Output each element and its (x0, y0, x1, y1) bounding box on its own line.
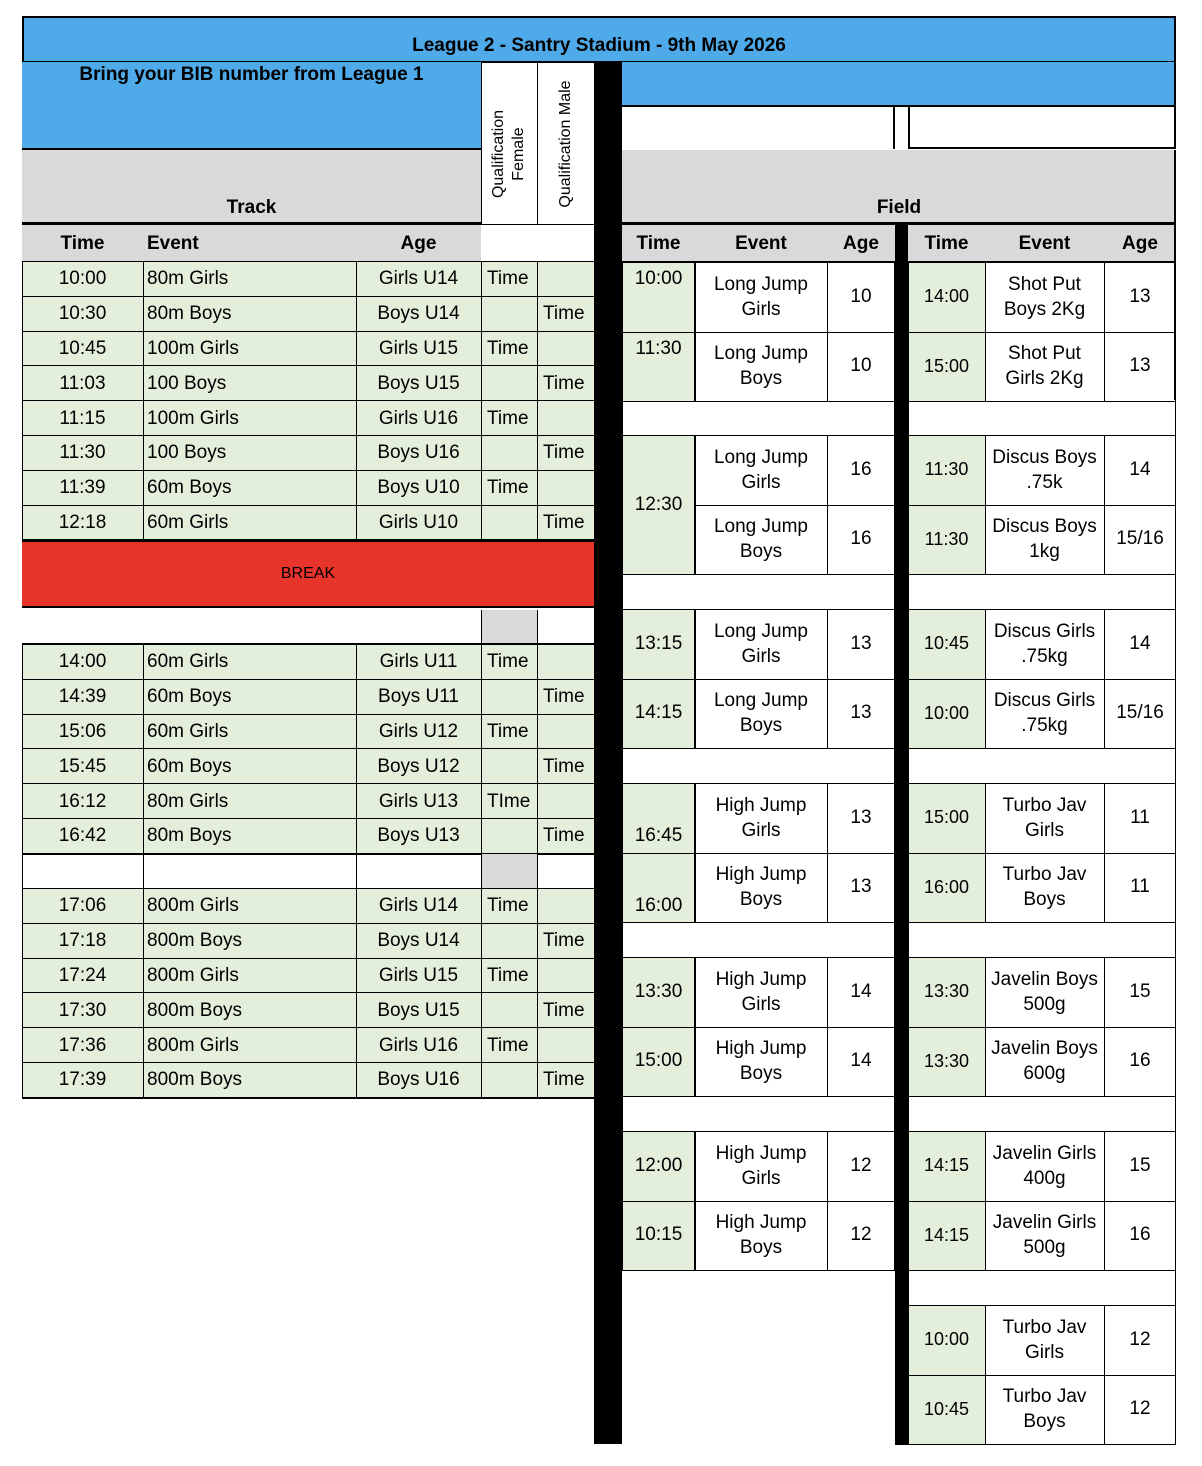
track-time: 11:15 (59, 407, 106, 429)
field-time: 14:15 (923, 1224, 970, 1245)
event-line: 500g (1023, 1237, 1066, 1259)
event-line: .75k (1026, 471, 1063, 493)
track-qual-male: Time (543, 372, 585, 394)
event-line: Turbo Jav (1002, 794, 1087, 816)
qual-male-label: Qualification Male (557, 80, 574, 208)
event-line: Long Jump (713, 690, 808, 712)
track-age: Boys U14 (377, 303, 460, 325)
track-time: 15:06 (58, 720, 107, 742)
field-time: 14:15 (923, 1155, 970, 1176)
track-age: Girls U13 (378, 790, 459, 812)
track-qual-male (537, 1028, 594, 1063)
track-age: Girls U12 (378, 720, 459, 742)
field-age: 16 (1129, 1224, 1151, 1246)
track-qual-male (537, 889, 594, 924)
field-time: 12:00 (634, 1154, 683, 1176)
field-age: 15/16 (1116, 702, 1164, 724)
track-qual-female (481, 297, 537, 332)
field-time: 10:15 (634, 1224, 683, 1246)
event-line: Boys (739, 541, 783, 563)
field-divider (895, 225, 908, 1445)
field-blue-bar (622, 62, 1176, 107)
track-time: 17:24 (58, 964, 107, 986)
track-event: 80m Boys (147, 825, 232, 847)
track-time: 17:06 (58, 895, 107, 917)
track-event: 60m Girls (147, 720, 229, 742)
field-time: 15:00 (634, 1050, 683, 1072)
event-line: Long Jump (713, 516, 808, 538)
track-event: 60m Boys (147, 755, 232, 777)
track-age: Boys U11 (378, 686, 459, 708)
field-col-event-l: Event (735, 233, 787, 254)
track-qual-male: Time (543, 999, 585, 1021)
event-line: Girls (741, 645, 781, 667)
track-qual-female: Time (487, 407, 529, 429)
track-event: 100m Girls (147, 407, 239, 429)
field-age: 12 (1129, 1328, 1151, 1350)
event-line: Turbo Jav (1002, 1386, 1087, 1408)
track-time: 11:03 (59, 372, 106, 394)
track-qual-female (481, 819, 537, 854)
track-event: 80m Girls (147, 790, 229, 812)
track-qual-female: Time (487, 337, 529, 359)
event-line: Turbo Jav (1002, 864, 1087, 886)
field-label: Field (876, 197, 922, 218)
field-time: 10:00 (923, 1329, 970, 1350)
event-line: 600g (1023, 1063, 1066, 1085)
event-line: Javelin Boys (991, 1038, 1098, 1060)
track-event: 80m Boys (147, 303, 232, 325)
track-event: 800m Girls (147, 964, 239, 986)
track-qual-male: Time (543, 930, 585, 952)
track-age: Boys U15 (377, 999, 460, 1021)
event-line: Girls 2Kg (1005, 368, 1084, 390)
track-qual-female (481, 506, 537, 541)
field-age: 13 (1129, 355, 1151, 377)
track-age: Girls U14 (378, 895, 459, 917)
field-time: 11:30 (924, 459, 969, 480)
field-time: 13:15 (634, 632, 683, 654)
track-age: Boys U12 (377, 755, 460, 777)
field-age: 13 (850, 632, 872, 654)
track-qual-female (481, 366, 537, 401)
track-qual-male (537, 784, 594, 819)
track-event: 800m Boys (147, 1069, 243, 1091)
field-white-box-left (622, 107, 895, 149)
field-time: 16:00 (634, 894, 683, 916)
field-time: 15:00 (923, 807, 970, 828)
field-col-event-r: Event (1018, 233, 1071, 254)
event-line: Javelin Boys (991, 968, 1098, 990)
track-event: 800m Boys (147, 930, 243, 952)
field-time: 11:30 (924, 528, 969, 549)
event-line: Girls (741, 819, 781, 841)
track-age: Girls U14 (378, 268, 459, 290)
track-qual-male: Time (543, 303, 585, 325)
track-qual-male: Time (543, 1069, 585, 1091)
track-time: 17:36 (58, 1034, 107, 1056)
field-age: 13 (1129, 285, 1151, 307)
field-age: 13 (850, 806, 872, 828)
event-line: Boys (739, 368, 783, 390)
track-qual-female (481, 1063, 537, 1098)
track-qual-male (537, 715, 594, 750)
event-line: Boys (739, 1063, 783, 1085)
field-time: 13:30 (923, 981, 970, 1002)
event-line: Boys (739, 715, 783, 737)
track-qual-female (481, 749, 537, 784)
field-time: 11:30 (635, 337, 682, 359)
field-time: 14:00 (923, 286, 970, 307)
field-col-age-l: Age (843, 233, 879, 254)
event-line: Boys (739, 1237, 783, 1259)
field-age: 15 (1129, 980, 1151, 1002)
track-label: Track (226, 197, 277, 218)
track-time: 14:39 (58, 686, 107, 708)
track-qual-male: Time (543, 511, 585, 533)
track-age: Girls U16 (378, 1034, 459, 1056)
track-event: 100 Boys (147, 442, 227, 464)
event-line: Shot Put (1008, 273, 1081, 295)
field-time: 10:00 (634, 268, 683, 289)
field-time: 16:45 (634, 825, 683, 846)
field-time: 10:45 (923, 1398, 970, 1419)
track-age: Boys U16 (377, 442, 460, 464)
event-line: 1kg (1029, 541, 1060, 563)
field-time: 13:30 (923, 1050, 970, 1071)
track-qual-male: Time (543, 755, 585, 777)
event-line: Girls (741, 993, 781, 1015)
track-age: Boys U13 (377, 825, 460, 847)
field-white-box-right (908, 107, 1176, 149)
field-age: 16 (850, 458, 872, 480)
event-line: Boys (1023, 1411, 1066, 1433)
track-col-age: Age (400, 233, 437, 254)
track-time: 14:00 (58, 651, 107, 673)
event-line: Discus Boys (992, 446, 1097, 468)
field-col-time-r: Time (924, 233, 969, 254)
track-time: 11:30 (59, 442, 106, 464)
event-line: Discus Girls (993, 620, 1096, 642)
track-time: 12:18 (58, 511, 107, 533)
event-line: Discus Boys (992, 516, 1097, 538)
track-qual-female: Time (487, 720, 529, 742)
event-line: Girls (1024, 1341, 1065, 1363)
event-line: 500g (1023, 993, 1066, 1015)
field-time: 12:30 (634, 493, 683, 515)
track-qual-male (537, 262, 594, 297)
center-divider (594, 62, 622, 1444)
track-qual-female (481, 993, 537, 1028)
event-line: High Jump (715, 1212, 807, 1234)
track-event: 80m Girls (147, 268, 229, 290)
track-event: 800m Girls (147, 895, 239, 917)
track-qual-male: Time (543, 442, 585, 464)
track-qual-female (481, 436, 537, 471)
track-time: 10:30 (58, 303, 107, 325)
field-time: 16:00 (923, 876, 970, 897)
track-time: 17:30 (58, 999, 107, 1021)
event-line: Long Jump (713, 620, 808, 642)
field-time: 10:00 (923, 702, 970, 723)
track-qual-male: Time (543, 686, 585, 708)
track-col-time: Time (60, 233, 105, 254)
track-qual-male (537, 332, 594, 367)
field-age: 15 (1129, 1154, 1151, 1176)
track-event: 800m Girls (147, 1034, 239, 1056)
track-time: 16:42 (58, 825, 107, 847)
field-age: 10 (850, 285, 872, 307)
event-line: Long Jump (713, 343, 808, 365)
track-time: 17:18 (58, 930, 107, 952)
track-age: Girls U10 (378, 511, 459, 533)
field-time: 13:30 (634, 980, 683, 1002)
track-age: Girls U16 (378, 407, 459, 429)
track-age: Boys U14 (377, 930, 460, 952)
track-time: 16:12 (58, 790, 107, 812)
event-line: Shot Put (1008, 343, 1081, 365)
track-time: 17:39 (58, 1069, 107, 1091)
event-line: Girls (741, 1167, 781, 1189)
event-line: Long Jump (713, 273, 808, 295)
event-line: High Jump (715, 1142, 807, 1164)
break-label: BREAK (280, 565, 336, 582)
field-age: 11 (1130, 806, 1150, 828)
track-qual-male: Time (543, 825, 585, 847)
field-age: 12 (850, 1224, 872, 1246)
event-line: High Jump (715, 968, 807, 990)
field-age: 14 (850, 1050, 872, 1072)
track-qual-female: Time (487, 895, 529, 917)
event-line: Girls (741, 298, 781, 320)
field-col-age-r: Age (1122, 233, 1158, 254)
event-line: High Jump (715, 864, 807, 886)
event-line: High Jump (715, 1038, 807, 1060)
field-age: 14 (1129, 632, 1151, 654)
track-qual-female: Time (487, 268, 529, 290)
track-time: 11:39 (59, 477, 106, 499)
event-line: Girls (741, 471, 781, 493)
track-qual-female: Time (487, 964, 529, 986)
track-qual-female: Time (487, 651, 529, 673)
field-age: 13 (850, 876, 872, 898)
field-age: 16 (850, 528, 872, 550)
track-age: Boys U10 (377, 477, 460, 499)
event-line: 400g (1023, 1167, 1066, 1189)
field-time: 14:15 (634, 702, 683, 724)
track-qual-male (537, 645, 594, 680)
track-col-event: Event (147, 233, 199, 254)
field-age: 16 (1129, 1050, 1151, 1072)
field-time: 10:45 (923, 633, 970, 654)
track-event: 60m Boys (147, 686, 232, 708)
track-event: 60m Boys (147, 477, 232, 499)
track-time: 10:00 (58, 268, 107, 290)
event-line: Javelin Girls (992, 1142, 1097, 1164)
field-col-time-l: Time (636, 233, 681, 254)
track-qual-male (537, 959, 594, 994)
field-age: 10 (850, 355, 872, 377)
track-event: 60m Girls (147, 511, 229, 533)
track-qual-female: TIme (487, 790, 531, 812)
track-event: 100 Boys (147, 372, 227, 394)
track-qual-female: Time (487, 477, 529, 499)
track-age: Boys U15 (377, 372, 460, 394)
event-line: .75kg (1021, 645, 1068, 667)
track-event: 60m Girls (147, 651, 229, 673)
track-qual-female: Time (487, 1034, 529, 1056)
track-qual-female (481, 924, 537, 959)
track-age: Girls U15 (378, 337, 459, 359)
track-age: Girls U15 (378, 964, 459, 986)
track-event: 800m Boys (147, 999, 243, 1021)
field-age: 15/16 (1116, 528, 1164, 550)
field-age: 14 (850, 980, 872, 1002)
field-age: 13 (850, 702, 872, 724)
event-line: Boys (1023, 889, 1066, 911)
track-qual-male (537, 471, 594, 506)
track-time: 15:45 (58, 755, 107, 777)
track-event: 100m Girls (147, 337, 239, 359)
event-line: Girls (1024, 819, 1065, 841)
page-title: League 2 - Santry Stadium - 9th May 2026 (412, 35, 786, 56)
field-time: 15:00 (923, 355, 970, 376)
event-line: Turbo Jav (1002, 1316, 1087, 1338)
field-age: 12 (1129, 1398, 1151, 1420)
event-line: Boys 2Kg (1003, 298, 1086, 320)
track-age: Girls U11 (379, 651, 458, 673)
track-qual-male (537, 401, 594, 436)
track-time: 10:45 (58, 337, 107, 359)
event-line: Boys (739, 889, 783, 911)
field-age: 11 (1130, 876, 1150, 898)
event-line: Javelin Girls (992, 1212, 1097, 1234)
bib-note: Bring your BIB number from League 1 (79, 64, 424, 85)
event-line: .75kg (1021, 715, 1068, 737)
event-line: Discus Girls (993, 690, 1096, 712)
event-line: Long Jump (713, 446, 808, 468)
track-age: Boys U16 (377, 1069, 460, 1091)
field-age: 14 (1129, 458, 1151, 480)
field-age: 12 (850, 1154, 872, 1176)
qual-female-label: Qualification Female (490, 109, 527, 199)
event-line: High Jump (715, 794, 807, 816)
track-qual-female (481, 680, 537, 715)
